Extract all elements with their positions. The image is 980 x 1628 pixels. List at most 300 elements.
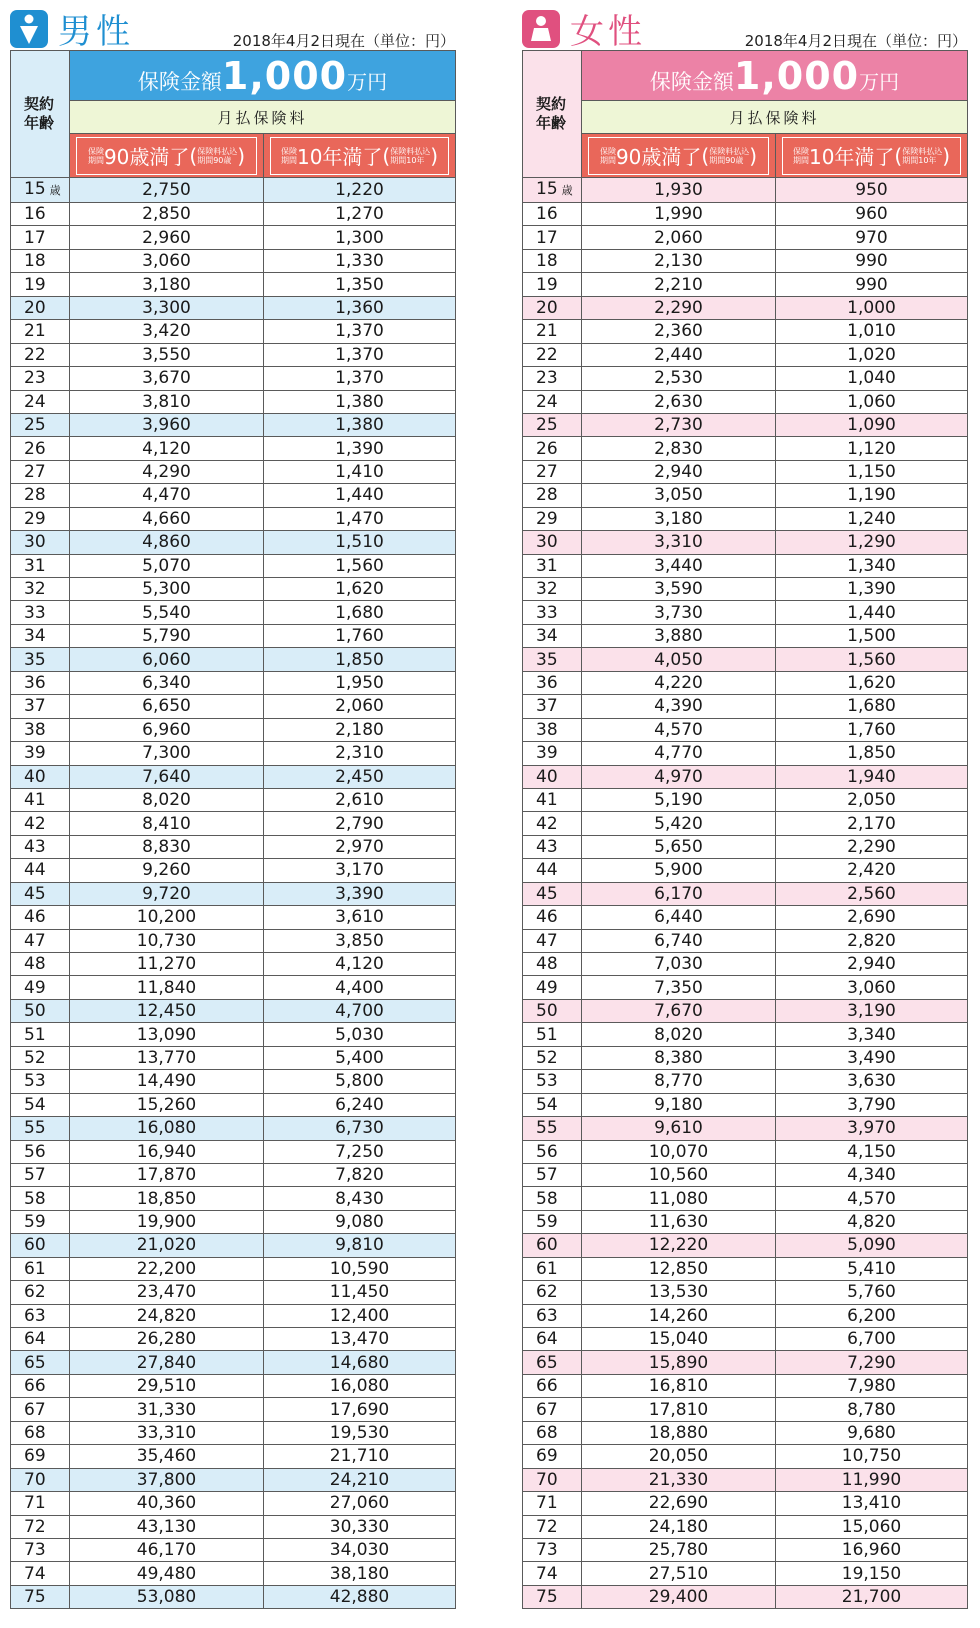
age-cell: 58: [523, 1187, 582, 1210]
premium-90-cell: 5,790: [70, 624, 264, 647]
age-cell: 45: [523, 882, 582, 905]
age-cell: 50: [11, 999, 70, 1022]
premium-10-cell: 2,970: [264, 835, 456, 858]
premium-90-cell: 2,630: [582, 390, 776, 413]
age-cell: 72: [11, 1515, 70, 1538]
age-cell: 40: [523, 765, 582, 788]
age-cell: 26: [523, 437, 582, 460]
premium-90-cell: 15,040: [582, 1328, 776, 1351]
premium-10-cell: 1,510: [264, 531, 456, 554]
table-row: [11, 1070, 456, 1093]
table-row: [11, 859, 456, 882]
premium-10-cell: 15,060: [776, 1515, 968, 1538]
premium-10-cell: 1,620: [264, 578, 456, 601]
premium-90-cell: 5,650: [582, 835, 776, 858]
premium-90-cell: 10,070: [582, 1140, 776, 1163]
table-row: [11, 1492, 456, 1515]
premium-90-cell: 2,290: [582, 296, 776, 319]
premium-90-cell: 4,470: [70, 484, 264, 507]
table-row: [523, 367, 968, 390]
age-cell: 30: [11, 531, 70, 554]
premium-90-cell: 8,410: [70, 812, 264, 835]
age-cell: 20: [11, 296, 70, 319]
premium-90-cell: 2,530: [582, 367, 776, 390]
table-row: [523, 1538, 968, 1561]
premium-10-cell: 3,190: [776, 999, 968, 1022]
premium-10-cell: 5,400: [264, 1046, 456, 1069]
age-cell: 68: [11, 1421, 70, 1444]
age-cell: 62: [11, 1281, 70, 1304]
age-cell: 25: [523, 413, 582, 436]
age-cell: 50: [523, 999, 582, 1022]
premium-10-cell: 2,790: [264, 812, 456, 835]
premium-90-cell: 16,080: [70, 1117, 264, 1140]
premium-90-cell: 4,120: [70, 437, 264, 460]
age-cell: 15 歳: [523, 178, 582, 203]
age-cell: 42: [523, 812, 582, 835]
table-row: [523, 249, 968, 272]
premium-90-cell: 4,050: [582, 648, 776, 671]
age-cell: 70: [523, 1468, 582, 1491]
age-cell: 57: [523, 1163, 582, 1186]
premium-10-cell: 1,010: [776, 320, 968, 343]
age-cell: 25: [11, 413, 70, 436]
age-cell: 21: [523, 320, 582, 343]
premium-90-cell: 3,180: [582, 507, 776, 530]
age-cell: 55: [11, 1117, 70, 1140]
premium-90-cell: 2,730: [582, 413, 776, 436]
premium-90-cell: 2,940: [582, 460, 776, 483]
premium-90-cell: 20,050: [582, 1445, 776, 1468]
table-row: [523, 178, 968, 203]
table-row: [11, 578, 456, 601]
premium-10-cell: 2,940: [776, 953, 968, 976]
premium-10-cell: 1,000: [776, 296, 968, 319]
age-cell: 75: [523, 1585, 582, 1608]
male-label: 男性: [58, 12, 134, 52]
age-cell: 22: [11, 343, 70, 366]
premium-10-cell: 6,200: [776, 1304, 968, 1327]
table-row: [11, 624, 456, 647]
age-cell: 39: [11, 742, 70, 765]
table-row: [11, 1093, 456, 1116]
age-cell: 18: [523, 249, 582, 272]
female-premium-table: [522, 50, 968, 1609]
table-row: [11, 203, 456, 226]
premium-90-cell: 7,640: [70, 765, 264, 788]
premium-90-cell: 7,030: [582, 953, 776, 976]
age-cell: 59: [523, 1210, 582, 1233]
age-cell: 22: [523, 343, 582, 366]
premium-90-cell: 7,670: [582, 999, 776, 1022]
age-cell: 17: [523, 226, 582, 249]
table-row: [11, 296, 456, 319]
premium-10-cell: 3,970: [776, 1117, 968, 1140]
table-row: [523, 812, 968, 835]
premium-90-cell: 9,610: [582, 1117, 776, 1140]
age-cell: 74: [523, 1562, 582, 1585]
premium-10-cell: 1,470: [264, 507, 456, 530]
age-cell: 46: [11, 906, 70, 929]
premium-10-cell: 4,400: [264, 976, 456, 999]
premium-10-cell: 2,450: [264, 765, 456, 788]
premium-10-cell: 1,370: [264, 320, 456, 343]
table-row: [523, 531, 968, 554]
premium-90-cell: 3,880: [582, 624, 776, 647]
premium-90-cell: 13,530: [582, 1281, 776, 1304]
age-cell: 70: [11, 1468, 70, 1491]
premium-10-cell: 9,080: [264, 1210, 456, 1233]
premium-90-cell: 27,510: [582, 1562, 776, 1585]
premium-90-cell: 8,020: [582, 1023, 776, 1046]
age-cell: 58: [11, 1187, 70, 1210]
table-row: [11, 648, 456, 671]
premium-90-cell: 3,310: [582, 531, 776, 554]
age-cell: 37: [11, 695, 70, 718]
table-row: [11, 953, 456, 976]
premium-10-cell: 11,450: [264, 1281, 456, 1304]
premium-10-cell: 13,410: [776, 1492, 968, 1515]
insured-amount-header: 保険金額1,000万円: [582, 51, 968, 101]
premium-10-cell: 38,180: [264, 1562, 456, 1585]
premium-10-cell: 24,210: [264, 1468, 456, 1491]
age-cell: 57: [11, 1163, 70, 1186]
age-cell: 29: [11, 507, 70, 530]
premium-10-cell: 1,560: [776, 648, 968, 671]
table-row: [523, 1328, 968, 1351]
premium-10-cell: 7,820: [264, 1163, 456, 1186]
premium-90-cell: 15,890: [582, 1351, 776, 1374]
premium-10-cell: 2,310: [264, 742, 456, 765]
premium-90-cell: 17,810: [582, 1398, 776, 1421]
table-row: [523, 554, 968, 577]
premium-10-cell: 6,240: [264, 1093, 456, 1116]
age-cell: 59: [11, 1210, 70, 1233]
premium-10-cell: 2,610: [264, 788, 456, 811]
premium-10-cell: 5,030: [264, 1023, 456, 1046]
age-cell: 62: [523, 1281, 582, 1304]
age-cell: 20: [523, 296, 582, 319]
table-row: [11, 1398, 456, 1421]
premium-10-cell: 1,380: [264, 413, 456, 436]
age-cell: 32: [11, 578, 70, 601]
premium-10-cell: 1,060: [776, 390, 968, 413]
age-cell: 54: [11, 1093, 70, 1116]
age-cell: 48: [523, 953, 582, 976]
age-cell: 66: [11, 1374, 70, 1397]
premium-90-cell: 26,280: [70, 1328, 264, 1351]
age-column-header: 契約 年齢: [523, 51, 582, 178]
premium-90-cell: 29,400: [582, 1585, 776, 1608]
premium-10-cell: 2,820: [776, 929, 968, 952]
age-cell: 23: [523, 367, 582, 390]
age-cell: 67: [523, 1398, 582, 1421]
premium-90-cell: 16,940: [70, 1140, 264, 1163]
table-row: [11, 1374, 456, 1397]
table-row: [523, 437, 968, 460]
premium-90-cell: 8,380: [582, 1046, 776, 1069]
premium-10-cell: 1,020: [776, 343, 968, 366]
table-row: [523, 929, 968, 952]
male-title-row: [10, 0, 455, 50]
premium-90-cell: 14,490: [70, 1070, 264, 1093]
age-cell: 51: [11, 1023, 70, 1046]
premium-90-cell: 40,360: [70, 1492, 264, 1515]
premium-90-cell: 5,540: [70, 601, 264, 624]
table-row: [11, 695, 456, 718]
premium-90-cell: 2,830: [582, 437, 776, 460]
table-row: [11, 460, 456, 483]
premium-90-cell: 12,220: [582, 1234, 776, 1257]
premium-10-cell: 1,350: [264, 273, 456, 296]
premium-90-cell: 2,130: [582, 249, 776, 272]
age-cell: 44: [11, 859, 70, 882]
premium-90-cell: 2,960: [70, 226, 264, 249]
premium-90-cell: 4,290: [70, 460, 264, 483]
table-row: [523, 718, 968, 741]
premium-90-cell: 24,820: [70, 1304, 264, 1327]
age-cell: 44: [523, 859, 582, 882]
premium-90-cell: 8,770: [582, 1070, 776, 1093]
premium-10-cell: 1,090: [776, 413, 968, 436]
table-row: [11, 484, 456, 507]
premium-10-cell: 11,990: [776, 1468, 968, 1491]
table-row: [11, 390, 456, 413]
premium-10-cell: 1,390: [264, 437, 456, 460]
premium-10-cell: 8,780: [776, 1398, 968, 1421]
table-row: [11, 788, 456, 811]
table-row: [523, 1374, 968, 1397]
premium-90-cell: 25,780: [582, 1538, 776, 1561]
premium-90-cell: 8,020: [70, 788, 264, 811]
age-cell: 61: [523, 1257, 582, 1280]
date-note: 2018年4月2日現在（単位：円）: [232, 32, 455, 50]
premium-10-cell: 1,500: [776, 624, 968, 647]
premium-10-cell: 1,120: [776, 437, 968, 460]
premium-90-cell: 9,180: [582, 1093, 776, 1116]
date-note: 2018年4月2日現在（単位：円）: [744, 32, 967, 50]
premium-90-cell: 6,440: [582, 906, 776, 929]
premium-90-cell: 3,810: [70, 390, 264, 413]
table-row: [11, 343, 456, 366]
table-row: [11, 1538, 456, 1561]
premium-90-cell: 4,220: [582, 671, 776, 694]
age-cell: 18: [11, 249, 70, 272]
age-cell: 73: [523, 1538, 582, 1561]
age-cell: 60: [11, 1234, 70, 1257]
premium-10-cell: 19,530: [264, 1421, 456, 1444]
age-unit: 歳: [561, 184, 573, 197]
premium-90-cell: 6,650: [70, 695, 264, 718]
premium-10-cell: 1,850: [776, 742, 968, 765]
premium-10-cell: 1,220: [264, 178, 456, 203]
table-row: [11, 976, 456, 999]
monthly-premium-header: 月払保険料: [582, 101, 968, 134]
age-cell: 45: [11, 882, 70, 905]
premium-90-cell: 5,420: [582, 812, 776, 835]
premium-90-cell: 31,330: [70, 1398, 264, 1421]
age-cell: 65: [11, 1351, 70, 1374]
premium-90-cell: 3,670: [70, 367, 264, 390]
table-row: [11, 320, 456, 343]
premium-10-cell: 990: [776, 273, 968, 296]
premium-10-cell: 1,190: [776, 484, 968, 507]
premium-90-cell: 2,750: [70, 178, 264, 203]
age-cell: 30: [523, 531, 582, 554]
premium-90-cell: 3,590: [582, 578, 776, 601]
premium-10-cell: 2,170: [776, 812, 968, 835]
table-row: [523, 413, 968, 436]
premium-10-cell: 1,760: [776, 718, 968, 741]
table-row: [523, 788, 968, 811]
premium-90-cell: 4,570: [582, 718, 776, 741]
age-cell: 66: [523, 1374, 582, 1397]
age-cell: 63: [523, 1304, 582, 1327]
premium-10-cell: 3,630: [776, 1070, 968, 1093]
premium-10-cell: 10,750: [776, 1445, 968, 1468]
premium-90-cell: 13,090: [70, 1023, 264, 1046]
premium-90-cell: 12,850: [582, 1257, 776, 1280]
premium-90-cell: 3,420: [70, 320, 264, 343]
premium-90-cell: 46,170: [70, 1538, 264, 1561]
premium-10-cell: 1,680: [264, 601, 456, 624]
table-row: [523, 953, 968, 976]
age-cell: 31: [11, 554, 70, 577]
table-row: [523, 765, 968, 788]
premium-90-cell: 29,510: [70, 1374, 264, 1397]
table-row: [11, 1187, 456, 1210]
table-row: [523, 624, 968, 647]
premium-10-cell: 1,270: [264, 203, 456, 226]
premium-10-cell: 42,880: [264, 1585, 456, 1608]
premium-90-cell: 10,730: [70, 929, 264, 952]
premium-10-cell: 12,400: [264, 1304, 456, 1327]
age-cell: 65: [523, 1351, 582, 1374]
table-row: [523, 226, 968, 249]
premium-10-cell: 950: [776, 178, 968, 203]
table-row: [523, 906, 968, 929]
table-row: [11, 249, 456, 272]
premium-10-cell: 1,040: [776, 367, 968, 390]
premium-10-cell: 3,490: [776, 1046, 968, 1069]
premium-90-cell: 18,850: [70, 1187, 264, 1210]
table-row: [11, 1328, 456, 1351]
premium-90-cell: 11,840: [70, 976, 264, 999]
premium-90-cell: 2,360: [582, 320, 776, 343]
premium-90-cell: 35,460: [70, 1445, 264, 1468]
age-cell: 29: [523, 507, 582, 530]
premium-90-cell: 37,800: [70, 1468, 264, 1491]
age-unit: 歳: [49, 184, 61, 197]
age-cell: 41: [523, 788, 582, 811]
age-cell: 68: [523, 1421, 582, 1444]
male-person-icon: [10, 10, 48, 48]
premium-90-cell: 43,130: [70, 1515, 264, 1538]
female-table-body: [523, 178, 968, 1609]
premium-90-cell: 33,310: [70, 1421, 264, 1444]
premium-10-cell: 2,560: [776, 882, 968, 905]
table-row: [523, 671, 968, 694]
premium-10-cell: 1,440: [776, 601, 968, 624]
table-row: [523, 1515, 968, 1538]
premium-10-cell: 30,330: [264, 1515, 456, 1538]
table-row: [523, 1093, 968, 1116]
age-cell: 43: [11, 835, 70, 858]
table-row: [523, 1140, 968, 1163]
age-cell: 38: [523, 718, 582, 741]
age-cell: 42: [11, 812, 70, 835]
table-row: [523, 460, 968, 483]
premium-90-cell: 2,850: [70, 203, 264, 226]
premium-10-cell: 1,290: [776, 531, 968, 554]
male-table-body: [11, 178, 456, 1609]
table-row: [523, 1468, 968, 1491]
age-cell: 37: [523, 695, 582, 718]
table-row: [523, 1562, 968, 1585]
table-row: [523, 1187, 968, 1210]
premium-10-cell: 19,150: [776, 1562, 968, 1585]
table-row: [11, 178, 456, 203]
premium-10-cell: 4,820: [776, 1210, 968, 1233]
age-cell: 33: [523, 601, 582, 624]
premium-90-cell: 24,180: [582, 1515, 776, 1538]
table-row: [11, 1210, 456, 1233]
premium-90-cell: 10,200: [70, 906, 264, 929]
table-row: [523, 203, 968, 226]
plan-10-header: 保険 期間 10年満了 ( 保険料払込 期間10年 ): [264, 134, 456, 178]
age-cell: 28: [11, 484, 70, 507]
premium-90-cell: 27,840: [70, 1351, 264, 1374]
table-row: [11, 929, 456, 952]
premium-10-cell: 960: [776, 203, 968, 226]
age-cell: 56: [11, 1140, 70, 1163]
age-cell: 49: [523, 976, 582, 999]
premium-90-cell: 21,330: [582, 1468, 776, 1491]
age-cell: 60: [523, 1234, 582, 1257]
table-row: [523, 695, 968, 718]
table-row: [11, 1281, 456, 1304]
male-premium-panel: [10, 0, 455, 1609]
premium-10-cell: 34,030: [264, 1538, 456, 1561]
premium-90-cell: 53,080: [70, 1585, 264, 1608]
premium-10-cell: 1,330: [264, 249, 456, 272]
age-cell: 63: [11, 1304, 70, 1327]
premium-90-cell: 21,020: [70, 1234, 264, 1257]
premium-90-cell: 6,740: [582, 929, 776, 952]
age-cell: 21: [11, 320, 70, 343]
age-cell: 52: [523, 1046, 582, 1069]
age-cell: 51: [523, 1023, 582, 1046]
age-cell: 47: [523, 929, 582, 952]
premium-90-cell: 9,260: [70, 859, 264, 882]
premium-10-cell: 1,380: [264, 390, 456, 413]
age-cell: 53: [523, 1070, 582, 1093]
premium-10-cell: 16,080: [264, 1374, 456, 1397]
premium-90-cell: 6,340: [70, 671, 264, 694]
premium-10-cell: 5,760: [776, 1281, 968, 1304]
premium-90-cell: 2,440: [582, 343, 776, 366]
table-row: [523, 1421, 968, 1444]
premium-10-cell: 970: [776, 226, 968, 249]
premium-90-cell: 11,270: [70, 953, 264, 976]
premium-90-cell: 13,770: [70, 1046, 264, 1069]
table-row: [523, 484, 968, 507]
table-row: [11, 1445, 456, 1468]
table-row: [523, 742, 968, 765]
table-row: [523, 882, 968, 905]
premium-90-cell: 5,070: [70, 554, 264, 577]
premium-10-cell: 1,760: [264, 624, 456, 647]
